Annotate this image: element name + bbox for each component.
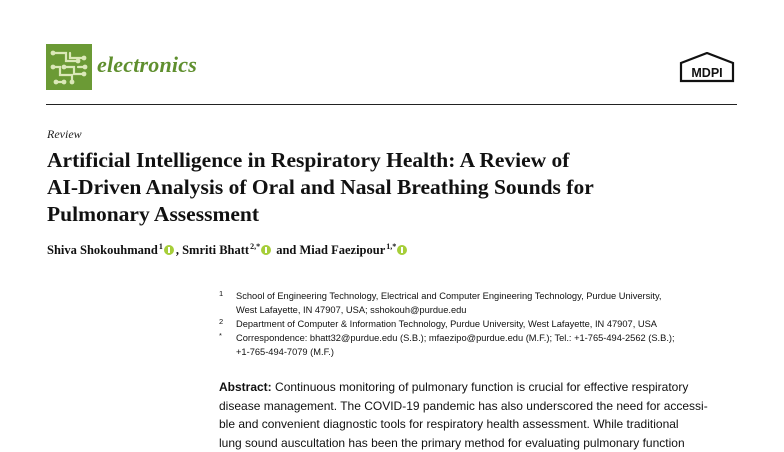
author-separator: , [176,243,182,258]
author-name[interactable]: Smriti Bhatt [182,243,249,258]
title-line: AI-Driven Analysis of Oral and Nasal Breathing Sounds for [47,174,737,201]
author-name[interactable]: Miad Faezipour [300,243,386,258]
abstract-label: Abstract: [219,380,272,394]
author-affiliation-mark: 1 [159,242,163,251]
abstract-text: Continuous monitoring of pulmonary function is crucial for effective respiratory [272,380,689,394]
affiliation-line: School of Engineering Technology, Electrical and Computer Engineering Technology, Purdue University, [236,289,739,303]
affiliation-mark: 1 [219,287,223,301]
affiliation-line: West Lafayette, IN 47907, USA; sshokouh@purdue.edu [236,303,739,317]
orcid-icon[interactable] [164,245,174,255]
title-line: Artificial Intelligence in Respiratory Health: A Review of [47,147,737,174]
author-affiliation-mark: 1,* [386,242,396,251]
abstract-line: ble and convenient diagnostic tools for respiratory health assessment. While traditional [219,415,739,434]
affiliation-line: Department of Computer & Information Technology, Purdue University, West Lafayette, IN 47907, USA [236,317,739,331]
abstract-line: lung sound auscultation has been the primary method for evaluating pulmonary function [219,434,739,452]
title-line: Pulmonary Assessment [47,201,737,228]
author-affiliation-mark: 2,* [250,242,260,251]
correspondence-line: +1-765-494-7079 (M.F.) [236,345,739,359]
author-list [47,243,409,258]
abstract-line [219,378,739,397]
affiliation-item [219,317,739,331]
correspondence-item [219,331,739,359]
journal-name: electronics [97,52,197,78]
affiliations [219,289,739,359]
article-title [47,147,737,228]
publisher-logo-text: MDPI [691,66,722,80]
journal-logo [46,44,92,90]
author-separator: and [273,243,299,258]
affiliation-mark: * [219,329,222,343]
affiliation-mark: 2 [219,315,223,329]
orcid-icon[interactable] [397,245,407,255]
author-name[interactable]: Shiva Shokouhmand [47,243,158,258]
article-type: Review [47,127,82,142]
affiliation-item [219,289,739,317]
abstract-line: disease management. The COVID-19 pandemic has also underscored the need for accessi- [219,397,739,416]
header-divider [46,104,737,105]
mdpi-logo [678,52,736,86]
orcid-icon[interactable] [261,245,271,255]
correspondence-line: Correspondence: bhatt32@purdue.edu (S.B.); mfaezipo@purdue.edu (M.F.); Tel.: +1-765-494-2562 (S.B.); [236,331,739,345]
